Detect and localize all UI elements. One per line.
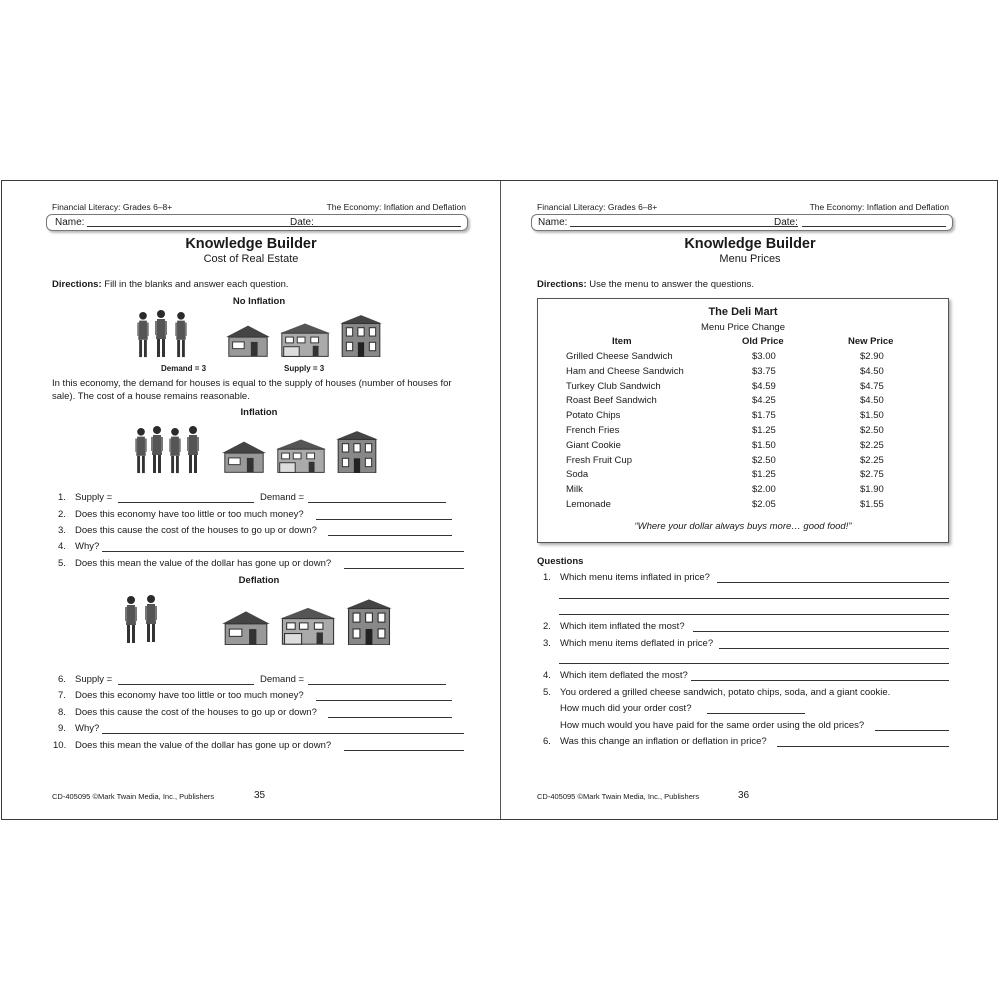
q6-text: Supply = [75, 674, 113, 685]
q7-text: Does this economy have too little or too much money? [75, 690, 304, 701]
menu-row [538, 381, 948, 395]
deflation-illustration [120, 593, 400, 649]
book-spread [1, 180, 998, 820]
menu-cell-item: Turkey Club Sandwich [566, 380, 661, 392]
name-label: Name: [538, 217, 568, 228]
rq5a-answer[interactable] [707, 713, 805, 714]
q6-text2: Demand = [260, 674, 305, 685]
deli-menu [537, 298, 949, 543]
header-right: The Economy: Inflation and Deflation [809, 202, 949, 212]
rq4-answer[interactable] [691, 680, 949, 681]
col-new-price: New Price [848, 336, 894, 347]
header-left: Financial Literacy: Grades 6–8+ [537, 202, 658, 212]
q2-text: Does this economy have too little or too much money? [75, 509, 304, 520]
menu-cell-new: $1.55 [860, 499, 884, 510]
page-right [501, 181, 999, 819]
q5-num: 5. [58, 558, 66, 569]
q1-supply-answer[interactable] [118, 502, 254, 503]
rq5-num: 5. [543, 687, 551, 698]
date-label: Date: [774, 217, 798, 228]
menu-row [538, 351, 948, 365]
questions-heading: Questions [537, 556, 584, 567]
rq3-answer-2[interactable] [559, 663, 949, 664]
q2-answer[interactable] [316, 519, 452, 520]
menu-row [538, 366, 948, 380]
q10-text: Does this mean the value of the dollar has gone up or down? [75, 740, 332, 751]
q9-text: Why? [75, 723, 100, 734]
q3-text: Does this cause the cost of the houses to go up or down? [75, 525, 317, 536]
no-inflation-heading: No Inflation [232, 296, 286, 307]
menu-cell-old: $1.75 [752, 410, 776, 422]
menu-row [538, 469, 948, 483]
rq1-text: Which menu items inflated in price? [560, 572, 710, 583]
menu-row [538, 410, 948, 424]
q10-num: 10. [53, 740, 67, 751]
no-inflation-illustration [132, 309, 392, 361]
menu-cell-item: Lemonade [566, 499, 611, 510]
q1-num: 1. [58, 492, 66, 503]
menu-subtitle: Menu Price Change [701, 322, 785, 333]
menu-cell-old: $3.75 [752, 365, 776, 377]
q8-answer[interactable] [328, 717, 452, 718]
date-label: Date: [290, 217, 314, 228]
directions-text: Use the menu to answer the questions. [586, 279, 755, 290]
rq6-text: Was this change an inflation or deflation in price? [560, 736, 767, 747]
page-number: 36 [738, 790, 750, 801]
q4-num: 4. [58, 541, 66, 552]
demand-caption: Demand = 3 [161, 364, 207, 373]
paragraph: In this economy, the demand for houses is equal to the supply of houses (number of houses for sale). The cost of a house remains reasonable. [52, 378, 452, 402]
rq5-text: You ordered a grilled cheese sandwich, potato chips, soda, and a giant cookie. [560, 687, 891, 698]
q6-num: 6. [58, 674, 66, 685]
q7-answer[interactable] [316, 700, 452, 701]
menu-cell-old: $3.00 [752, 351, 776, 362]
menu-row [538, 440, 948, 454]
rq5b-answer[interactable] [875, 730, 949, 731]
menu-cell-old: $1.25 [752, 469, 776, 481]
directions [52, 278, 289, 291]
q2-num: 2. [58, 509, 66, 520]
q5-answer[interactable] [344, 568, 464, 569]
page-title: Knowledge Builder [185, 236, 317, 252]
rq4-num: 4. [543, 670, 551, 681]
q6-demand-answer[interactable] [308, 684, 446, 685]
footer: CD-405095 ©Mark Twain Media, Inc., Publishers [52, 792, 215, 801]
supply-caption: Supply = 3 [284, 364, 325, 373]
q9-answer[interactable] [102, 733, 464, 734]
q6-supply-answer[interactable] [118, 684, 254, 685]
directions-text: Fill in the blanks and answer each question. [101, 279, 289, 290]
col-item: Item [612, 336, 632, 347]
rq2-text: Which item inflated the most? [560, 621, 685, 632]
q3-answer[interactable] [328, 535, 452, 536]
rq3-text: Which menu items deflated in price? [560, 638, 714, 649]
menu-cell-new: $2.90 [860, 351, 884, 362]
q4-answer[interactable] [102, 551, 464, 552]
menu-cell-new: $2.25 [860, 439, 884, 451]
q4-text: Why? [75, 541, 100, 552]
menu-cell-new: $1.90 [860, 484, 884, 496]
page-left [2, 181, 500, 819]
rq4-text: Which item deflated the most? [560, 670, 688, 681]
directions-label: Directions: [537, 279, 587, 290]
name-date-bar [46, 214, 468, 231]
menu-cell-item: Grilled Cheese Sandwich [566, 351, 673, 362]
menu-cell-item: French Fries [566, 425, 620, 436]
menu-slogan: “Where your dollar always buys more… good food!” [634, 521, 852, 532]
menu-cell-new: $4.50 [860, 365, 884, 377]
menu-cell-new: $4.50 [860, 395, 884, 407]
menu-cell-new: $2.25 [860, 454, 884, 466]
menu-cell-old: $4.59 [752, 380, 776, 392]
rq6-answer[interactable] [777, 746, 949, 747]
q9-num: 9. [58, 723, 66, 734]
menu-row [538, 499, 948, 513]
page-subtitle: Menu Prices [719, 253, 781, 265]
rq5b-text: How much would you have paid for the same order using the old prices? [560, 720, 865, 731]
q1-demand-answer[interactable] [308, 502, 446, 503]
directions [537, 278, 754, 291]
menu-cell-old: $1.25 [752, 425, 776, 436]
menu-row [538, 455, 948, 469]
name-field[interactable] [570, 226, 798, 227]
rq2-num: 2. [543, 621, 551, 632]
menu-cell-item: Soda [566, 469, 589, 481]
menu-cell-new: $4.75 [860, 380, 884, 392]
q10-answer[interactable] [344, 750, 464, 751]
q1-text: Supply = [75, 492, 113, 503]
name-date-bar [531, 214, 953, 231]
page-number: 35 [254, 790, 266, 801]
directions-label: Directions: [52, 279, 102, 290]
rq1-answer-3[interactable] [559, 614, 949, 615]
rq1-num: 1. [543, 572, 551, 583]
col-old-price: Old Price [742, 336, 784, 347]
menu-cell-item: Fresh Fruit Cup [566, 454, 632, 466]
menu-row [538, 425, 948, 439]
inflation-heading: Inflation [240, 407, 278, 418]
menu-cell-new: $2.75 [860, 469, 884, 481]
deflation-heading: Deflation [238, 575, 280, 586]
q1-text2: Demand = [260, 492, 305, 503]
menu-header-row [538, 336, 948, 350]
inflation-illustration [130, 425, 390, 477]
header-left: Financial Literacy: Grades 6–8+ [52, 202, 173, 212]
menu-row [538, 395, 948, 409]
date-field[interactable] [319, 226, 461, 227]
menu-cell-old: $2.00 [752, 484, 776, 496]
rq5a-text: How much did your order cost? [560, 703, 692, 714]
menu-cell-new: $2.50 [860, 425, 884, 436]
rq2-answer[interactable] [693, 631, 949, 632]
q3-num: 3. [58, 525, 66, 536]
rq1-answer-2[interactable] [559, 598, 949, 599]
menu-cell-old: $1.50 [752, 439, 776, 451]
menu-cell-old: $4.25 [752, 395, 776, 407]
footer: CD-405095 ©Mark Twain Media, Inc., Publishers [537, 792, 700, 801]
menu-cell-item: Ham and Cheese Sandwich [566, 365, 684, 377]
q8-num: 8. [58, 707, 66, 718]
rq3-num: 3. [543, 638, 551, 649]
menu-cell-item: Potato Chips [566, 410, 621, 422]
header-right: The Economy: Inflation and Deflation [326, 202, 466, 212]
rq3-answer-1[interactable] [719, 648, 949, 649]
menu-cell-item: Milk [566, 484, 583, 496]
date-field[interactable] [802, 226, 946, 227]
q7-num: 7. [58, 690, 66, 701]
menu-cell-old: $2.05 [752, 499, 776, 510]
menu-title: The Deli Mart [708, 306, 778, 318]
name-label: Name: [55, 217, 85, 228]
menu-cell-new: $1.50 [860, 410, 884, 422]
page-subtitle: Cost of Real Estate [203, 253, 299, 265]
menu-cell-item: Roast Beef Sandwich [566, 395, 657, 407]
menu-cell-item: Giant Cookie [566, 439, 621, 451]
q5-text: Does this mean the value of the dollar has gone up or down? [75, 558, 332, 569]
page-title: Knowledge Builder [684, 236, 816, 252]
menu-cell-old: $2.50 [752, 454, 776, 466]
rq6-num: 6. [543, 736, 551, 747]
menu-row [538, 484, 948, 498]
q8-text: Does this cause the cost of the houses to go up or down? [75, 707, 317, 718]
rq1-answer-1[interactable] [717, 582, 949, 583]
